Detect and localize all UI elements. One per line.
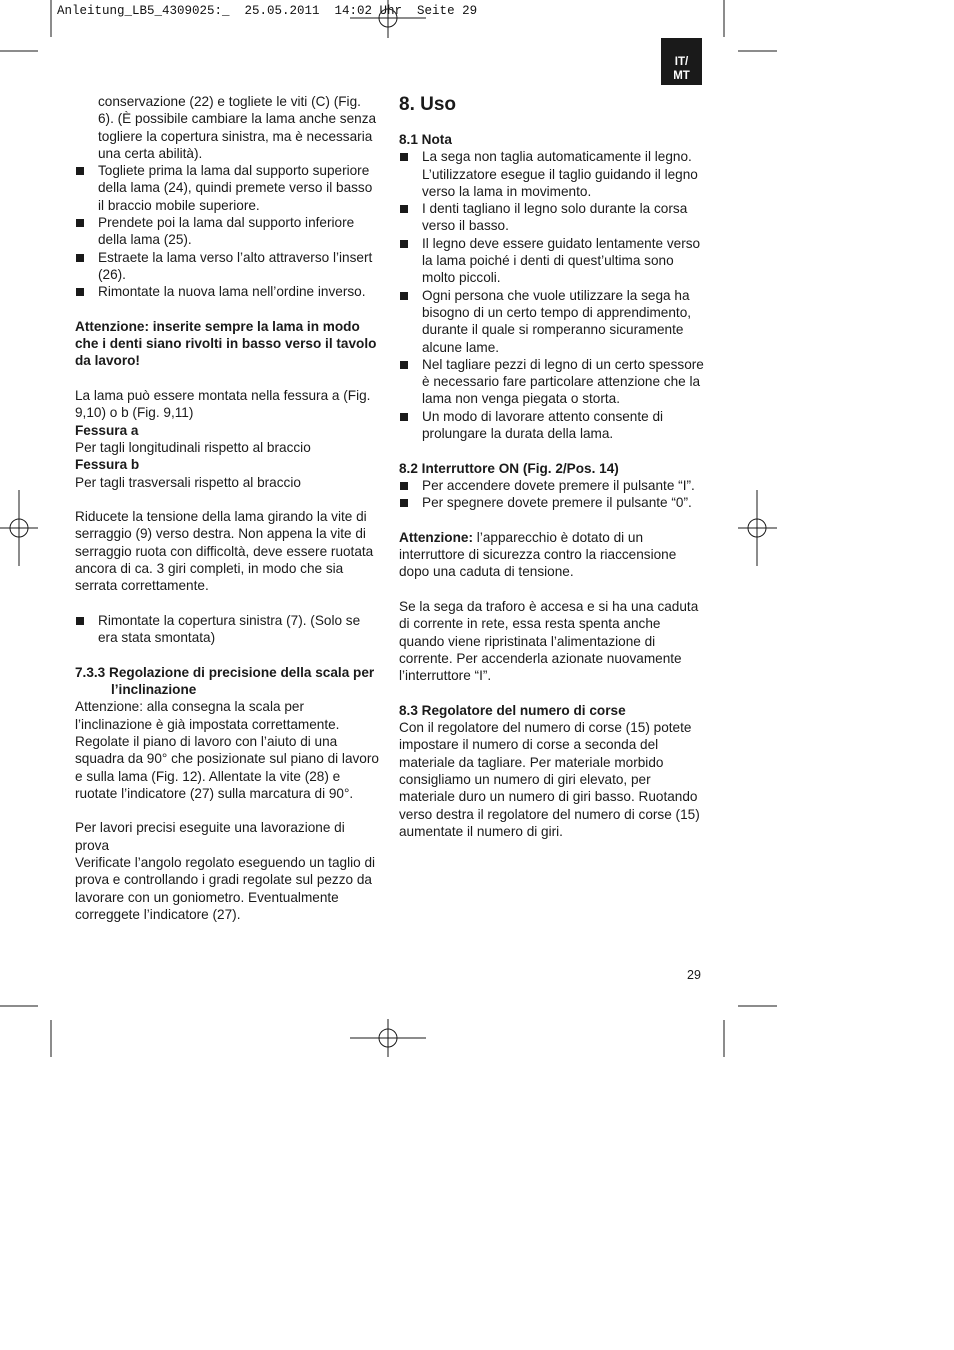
list-item: Ogni persona che vuole utilizzare la sega ha bisogno di un certo tempo di apprendimento, durante il quale si romperanno sicuramente alcune lame.	[399, 287, 709, 356]
list-item: Togliete prima la lama dal supporto superiore della lama (24), quindi premete verso il basso il braccio mobile superiore.	[75, 162, 380, 214]
slot-a-text: Per tagli longitudinali rispetto al braccio	[75, 439, 311, 455]
list-item: Il legno deve essere guidato lentamente verso la lama poiché i denti di quest’ultima sono molto piccoli.	[399, 235, 709, 287]
slot-paragraph: La lama può essere montata nella fessura a (Fig. 9,10) o b (Fig. 9,11)	[75, 388, 371, 421]
list-item: I denti tagliano il legno solo durante la corsa verso il basso.	[399, 200, 709, 235]
list-item: Prendete poi la lama dal supporto inferiore della lama (25).	[75, 214, 380, 249]
list-item: Per accendere dovete premere il pulsante “I”.	[399, 477, 709, 494]
registration-target-icon	[0, 490, 38, 566]
power-failure-paragraph: Se la sega da traforo è accesa e si ha una caduta di corrente in rete, essa resta spenta anche quando viene ripristinata l’alimentazione di corrente. Per accenderla azionate nuovamente l’interruttore “I”.	[399, 599, 699, 684]
section-heading-8-3: 8.3 Regolatore del numero di corse	[399, 702, 626, 718]
registration-target-icon	[350, 1019, 426, 1057]
list-item: Rimontate la copertura sinistra (7). (Solo se era stata smontata)	[75, 612, 380, 647]
scale-adjustment-paragraph: Attenzione: alla consegna la scala per l’inclinazione è già impostata correttamente. Regolate il piano di lavoro con l’aiuto di una squadra da 90° che posizionate sul piano di lavoro e sulla lama (Fig. 12). Allentate la vite (28) e ruotate l’indicatore (27) sulla marcatura di 90°.	[75, 699, 379, 801]
precise-work-paragraph: Per lavori precisi eseguite una lavorazione di prova	[75, 820, 345, 853]
registration-target-icon	[350, 0, 426, 38]
language-tab-line2: MT	[673, 70, 690, 82]
section-heading-8-1: 8.1 Nota	[399, 132, 452, 147]
slot-a-title: Fessura a	[75, 422, 139, 438]
attention-paragraph	[399, 529, 709, 581]
registration-target-icon	[738, 490, 777, 566]
warning-text: Attenzione: inserite sempre la lama in modo che i denti siano rivolti in basso verso il tavolo da lavoro!	[75, 318, 377, 369]
list-item: Estraete la lama verso l’alto attraverso l’insert (26).	[75, 249, 380, 284]
attention-label: Attenzione:	[399, 529, 474, 545]
test-cut-paragraph: Verificate l’angolo regolato eseguendo un taglio di prova e controllando i gradi regolate sul pezzo da lavorare con un goniometro. Eventualmente correggete l’indicatore (27).	[75, 855, 376, 922]
right-column	[399, 93, 709, 840]
section-heading-8: 8. Uso	[399, 94, 457, 115]
list-item: Per spegnere dovete premere il pulsante “0”.	[399, 494, 709, 511]
paragraph-continued: conservazione (22) e togliete le viti (C) (Fig. 6). (È possibile cambiare la lama anche senza togliere la copertura sinistra, ma è necessaria una certa abilità).	[98, 94, 377, 161]
language-tab-line1: IT/	[674, 56, 689, 68]
list-item: La sega non taglia automaticamente il legno. L’utilizzatore esegue il taglio guidando il legno verso la lama in movimento.	[399, 148, 709, 200]
tension-paragraph: Riducete la tensione della lama girando la vite di serraggio (9) verso destra. Non appena la vite di serraggio ruota con difficoltà, deve essere ruotata ancora di ca. 3 giri completi, in modo che sia serrata correttamente.	[75, 509, 374, 594]
list-item: Rimontate la nuova lama nell’ordine inverso.	[75, 283, 380, 300]
print-header-line: Anleitung_LB5_4309025:_ 25.05.2011 14:02 Uhr Seite 29	[57, 4, 478, 18]
page-number: 29	[687, 968, 701, 982]
attention-text: l’apparecchio è dotato di un interruttore di sicurezza contro la riaccensione dopo una caduta di tensione.	[399, 529, 677, 580]
section-heading-7-3-3: 7.3.3 Regolazione di precisione della scala per l’inclinazione	[75, 664, 375, 698]
section-heading-8-2: 8.2 Interruttore ON (Fig. 2/Pos. 14)	[399, 460, 619, 476]
slot-b-title: Fessura b	[75, 457, 140, 473]
left-column	[75, 93, 380, 923]
stroke-regulator-paragraph: Con il regolatore del numero di corse (15) potete impostare il numero di corse a seconda del materiale da tagliare. Per materiale morbido consigliamo un numero di giri elevato, per materiale duro un numero di giri basso. Ruotando verso destra il regolatore del numero di corse (15) aumentate il numero di giri.	[399, 720, 700, 839]
list-item: Nel tagliare pezzi di legno di un certo spessore è necessario fare particolare attenzione che la lama non venga piegata o storta.	[399, 356, 709, 408]
slot-b-text: Per tagli trasversali rispetto al braccio	[75, 474, 301, 490]
list-item: Un modo di lavorare attento consente di prolungare la durata della lama.	[399, 408, 709, 443]
